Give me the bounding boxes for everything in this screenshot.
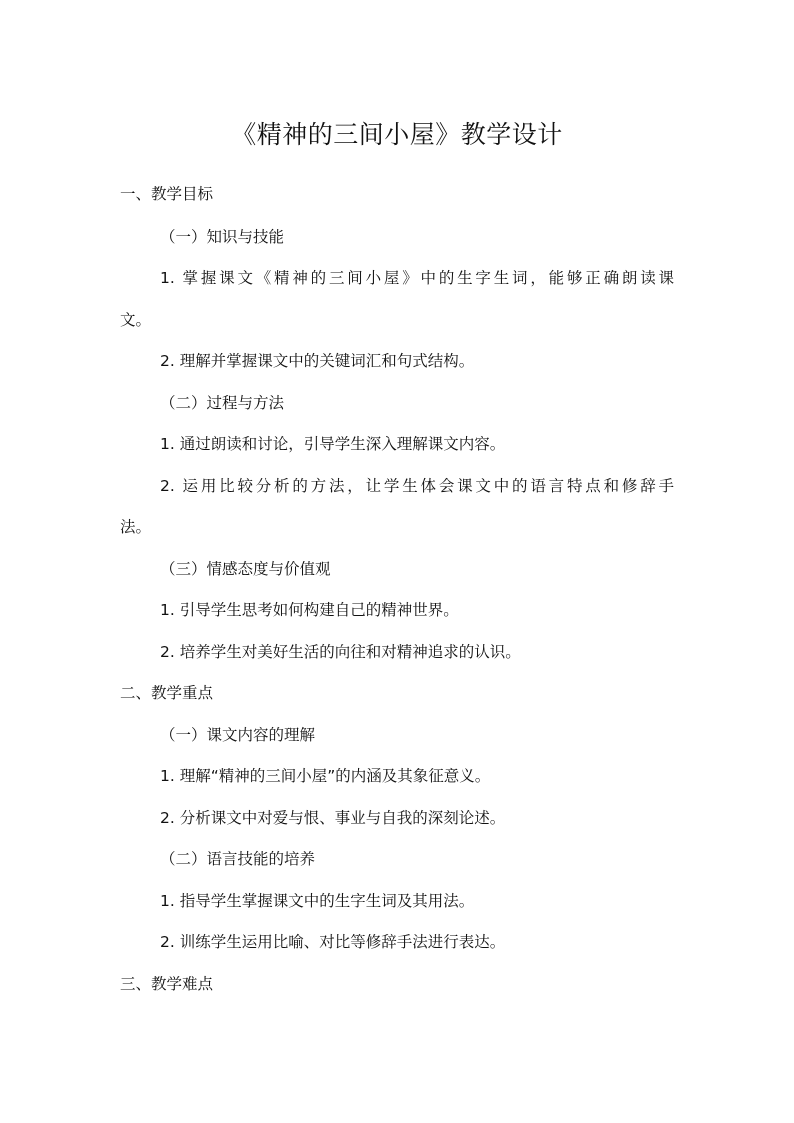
section-heading-objectives: 一、教学目标 (120, 185, 214, 203)
paragraph-line: 2. 分析课文中对爱与恨、事业与自我的深刻论述。 (160, 809, 506, 827)
subsection-heading-values: （三）情感态度与价值观 (160, 560, 331, 578)
paragraph-line: 2. 运用比较分析的方法，让学生体会课文中的语言特点和修辞手 (160, 477, 674, 495)
section-heading-difficulties: 三、教学难点 (120, 975, 214, 993)
section-heading-key-points: 二、教学重点 (120, 684, 214, 702)
paragraph-line: 1. 指导学生掌握课文中的生字生词及其用法。 (160, 892, 475, 910)
subsection-heading-knowledge: （一）知识与技能 (160, 228, 285, 246)
paragraph-line-continued: 文。 (120, 311, 152, 329)
paragraph-line: 1. 通过朗读和讨论，引导学生深入理解课文内容。 (160, 435, 506, 453)
paragraph-line: 1. 理解“精神的三间小屋”的内涵及其象征意义。 (160, 767, 491, 785)
paragraph-line: 1. 引导学生思考如何构建自己的精神世界。 (160, 601, 459, 619)
paragraph-line: 2. 训练学生运用比喻、对比等修辞手法进行表达。 (160, 933, 506, 951)
paragraph-line: 1. 掌握课文《精神的三间小屋》中的生字生词，能够正确朗读课 (160, 269, 674, 287)
paragraph-line: 2. 培养学生对美好生活的向往和对精神追求的认识。 (160, 643, 521, 661)
subsection-heading-process: （二）过程与方法 (160, 394, 285, 412)
subsection-heading-content: （一）课文内容的理解 (160, 726, 316, 744)
document-title: 《精神的三间小屋》教学设计 (231, 120, 563, 149)
paragraph-line: 2. 理解并掌握课文中的关键词汇和句式结构。 (160, 352, 475, 370)
subsection-heading-language: （二）语言技能的培养 (160, 850, 316, 868)
paragraph-line-continued: 法。 (120, 518, 152, 536)
